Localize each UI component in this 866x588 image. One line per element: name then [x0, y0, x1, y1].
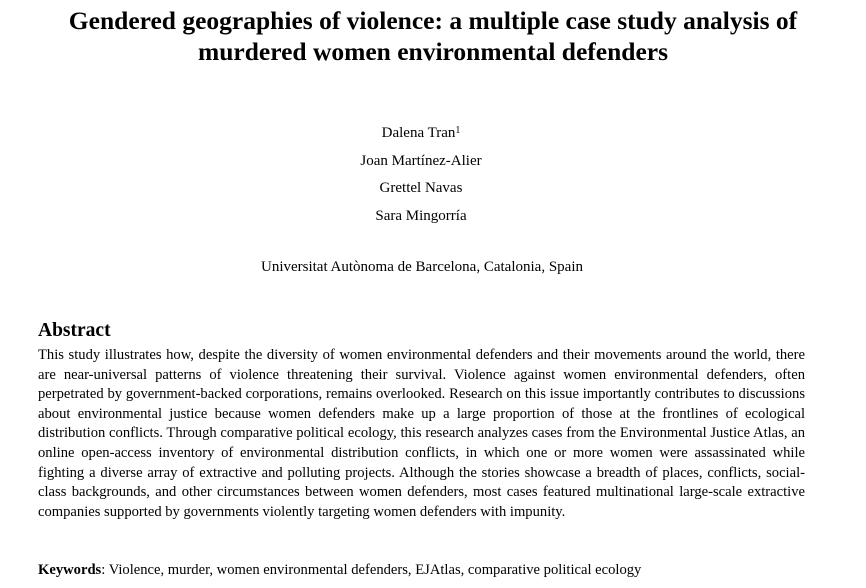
- author-name-text: Dalena Tran: [381, 125, 456, 141]
- author-name-text: Grettel Navas: [379, 180, 463, 197]
- author-name-text: Joan Martínez-Alier: [360, 152, 482, 169]
- affiliation: Universitat Autònoma de Barcelona, Catalonia, Spain: [260, 259, 583, 275]
- keywords-line: [38, 561, 838, 581]
- affiliation-mark: 1: [455, 125, 461, 136]
- author-name-text: Sara Mingorría: [375, 208, 467, 225]
- abstract-body: This study illustrates how, despite the diversity of women environmental defenders and their movements around the world, there are near-universal patterns of violence threatening their survival. Violence against women environmental defenders, often perpetrated by government-backed corporations, remains overlooked. Research on this issue importantly contributes to discussions about environmental justice because women defenders make up a large proportion of those at the frontlines of ecological distribution conflicts. Through comparative political ecology, this research analyzes cases from the Environmental Justice Atlas, an online open-access inventory of environmental distribution conflicts, in which one or more women were assassinated while fighting a diverse array of extractive and polluting projects. Although the stories showcase a breadth of places, conflicts, social-class backgrounds, and other circumstances between women defenders, most cases featured multinational large-scale extractive companies supported by governments violently targeting women defenders with impunity.: [38, 347, 805, 520]
- author-name: [0, 175, 842, 203]
- abstract-heading: Abstract: [38, 320, 111, 341]
- author-name: [0, 120, 842, 148]
- author-list: [0, 120, 842, 231]
- keywords-text: Violence, murder, women environmental defenders, EJAtlas, comparative political ecology: [108, 562, 642, 578]
- keywords-label: Keywords: [38, 562, 102, 578]
- keywords-separator: :: [101, 562, 109, 578]
- paper-title: Gendered geographies of violence: a multiple case study analysis of murdered women environmental defenders: [68, 6, 798, 66]
- author-name: [0, 148, 842, 176]
- author-name: [0, 203, 842, 231]
